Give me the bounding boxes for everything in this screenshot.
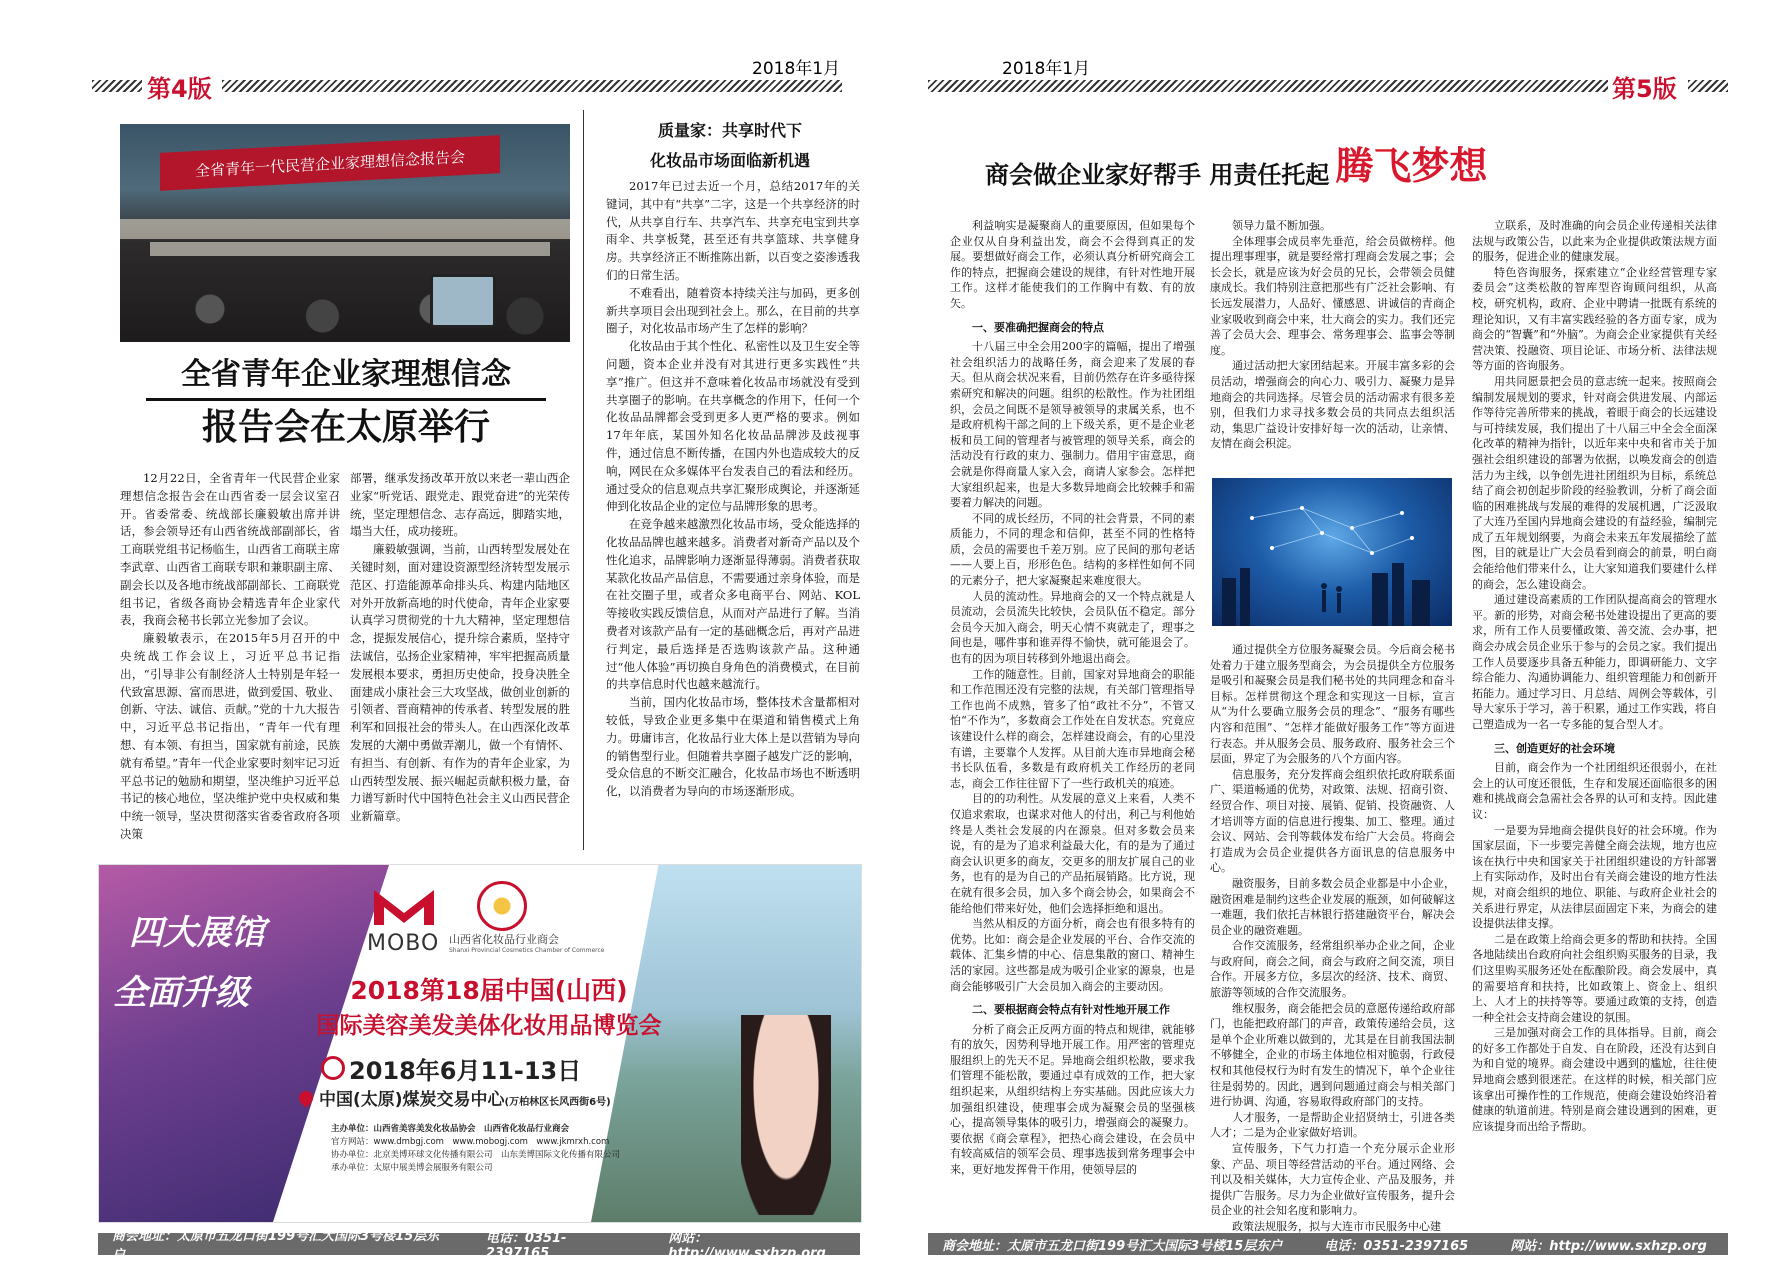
expo-dates: 2018年6月11-13日 (349, 1057, 582, 1085)
section-heading: 三、创造更好的社会环境 (1494, 741, 1615, 755)
paragraph: 通过提供全方位服务凝聚会员。今后商会秘书处着力于建立服务型商会，为会员提供全方位服务是吸引和凝聚会员是我们秘书处的共同理念和奋斗目标。怎样贯彻这个理念和实现这一目标，宣言从“为什么要确立服务会员的理念”、“服务有哪些内容和范围”、“怎样才能做好服务工作”等方面进行表态。并从服务会员、服务政府、服务社会三个层面，界定了为会服务的八个方面内容。 (1210, 643, 1455, 766)
paragraph: 化妆品由于其个性化、私密性以及卫生安全等问题，资本企业并没有对其进行更多实践性“共享”推广。但这并不意味着化妆品市场就没有受到共享圈子的影响。在共享概念的作用下，任何一个化妆品品牌都会受到更多人更严格的要求。例如17年年底，某国外知名化妆品品牌涉及歧视事件，通过信息不断传播，在国内外也造成较大的反响，网民在众多媒体平台发表自己的看法和经历。通过受众的信息观点共享汇聚形成舆论，并逐渐延伸到化妆品企业的定位与品牌形象的思考。 (606, 339, 860, 514)
article1-column2 (350, 470, 570, 842)
footer-bar-left (98, 1229, 860, 1263)
expo-advertisement (98, 864, 862, 1223)
mobo-logo-icon (369, 885, 439, 929)
issue-date-right: 2018年1月 (1002, 59, 1091, 79)
undertaker: 承办单位：太原中展美博会展服务有限公司 (331, 1163, 493, 1173)
paragraph: 通过建设高素质的工作团队提高商会的管理水平。新的形势，对商会秘书处建设提出了更高的要求，所有工作人员要懂政策、善交流、会办事，把商会办成会员企业乐于参与的会员之家。我们提出工作人员要逐步具备五种能力，即调研能力、文字综合能力、沟通协调能力、组织管理能力和创新开拓能力。通过学习日、月总结、周例会等载体，引导大家乐于学习，善于积累，通过工作实践，将自己塑造成为一名一专多能的复合型人才。 (1472, 593, 1717, 731)
official-sites: 官方网站：www.dmbgj.com www.mobogj.com www.jkmrxh.com (331, 1137, 610, 1147)
chamber-name: 山西省化妆品行业商会 (449, 933, 559, 946)
paragraph: 立联系，及时准确的向会员企业传递相关法律法规与政策公告，以此来为企业提供政策法规方面的服务，促进企业的健康发展。 (1472, 219, 1717, 264)
page-header-hatch (928, 80, 1608, 92)
paragraph: 三是加强对商会工作的具体指导。目前，商会的好多工作都处于自发、自在阶段，还没有达到自为和自觉的境界。商会建设中遇到的尴尬，往往使异地商会感到很迷茫。在这样的时候，相关部门应该拿出可操作性的工作规范，使商会建设始终沿着健康的轨道前进。特别是商会建设遇到的困难，更应该提身而出给予帮助。 (1472, 1026, 1717, 1133)
page-header-hatch (92, 80, 142, 92)
article2-body (606, 178, 860, 843)
paragraph: 部署，继承发扬改革开放以来老一辈山西企业家“听党话、跟党走、跟党奋进”的光荣传统，坚定理想信念、志存高远，脚踏实地，塌当大任，成功接班。 (350, 471, 570, 539)
right-column2-bottom (1210, 642, 1455, 1233)
ad-slogan-2: 全面升级 (113, 973, 249, 1013)
footer-address: 商会地址：太原市五龙口街199号汇大国际3号楼15层东户 (112, 1229, 440, 1263)
clock-icon (321, 1056, 345, 1080)
venue-address: (万柏林区长风西街6号) (504, 1097, 611, 1108)
page-number-left: 第4版 (147, 74, 212, 103)
page-header-hatch (222, 80, 842, 92)
paragraph: 政策法规服务，拟与大连市市民服务中心建 (1232, 1219, 1441, 1233)
issue-date-left: 2018年1月 (752, 59, 841, 79)
headline-line1: 全省青年企业家理想信念 (146, 352, 546, 401)
model-portrait (741, 1015, 831, 1215)
paragraph: 目的的功利性。从发展的意义上来看，人类不仅追求索取，也谋求对他人的付出，利己与利他始终是人类社会发展的内在源泉。但对多数会员来说，有的是为了追求利益最大化，有的是为了通过商会认识更多的商友，交更多的朋友扩展自己的业务，也有的是为自己的产品拓展销路。比方说，现在就有很多会员，加入多个商会协会，如果商会不能给他们带来好处，他们会选择拒绝和退出。 (950, 792, 1195, 915)
footer-bar-right (928, 1233, 1728, 1255)
column-content (1210, 218, 1455, 452)
right-column1 (950, 218, 1195, 1220)
paragraph: 通过活动把大家团结起来。开展丰富多彩的会员活动，增强商会的向心力、吸引力、凝聚力是异地商会的共同选择。尽管会员的活动需求有很多差别，但我们力求寻找多数会员的共同点去组织活动，集思广益设计安排好每一次的活动，让亲情、友情在商会积淀。 (1210, 359, 1455, 451)
paragraph: 融资服务，目前多数会员企业都是中小企业，融资困难是制约这些企业发展的瓶颈，如何破解这一难题，我们依托吉林银行搭建融资平台，解决会员企业的融资难题。 (1210, 876, 1455, 937)
paragraph: 全体理事会成员率先垂范，给会员做榜样。他提出理事理事，就是要经常打理商会发展之事；会长会长，就是应该为好会员的兄长，会带领会员健康成长。我们特别注意把那些有广泛社会影响、有长远发展潜力，人品好、懂感恩、讲诚信的青商企业家吸收到商会中来，壮大商会的实力。我们还完善了会员大会、理事会、常务理事会、监事会等制度。 (1210, 234, 1455, 357)
footer-website[interactable]: 网站：http://www.sxhzp.org (1510, 1238, 1707, 1254)
paragraph: 利益响实是凝聚商人的重要原因，但如果每个企业仅从自身利益出发，商会不会得到真正的发展。要想做好商会工作，必须认真分析研究商会工作的特点，把握商会建设的规律，有针对性地开展工作。这样才能使我们的工作胸中有数、有的放矢。 (950, 219, 1195, 310)
footer-phone: 电话：0351-2397165 (485, 1231, 567, 1261)
chamber-name-en: Shanxi Provincial Cosmetics Chamber of Commerce (449, 947, 605, 954)
right-column2-top (1210, 218, 1455, 450)
article1-column1 (120, 470, 340, 842)
chamber-emblem-icon (477, 881, 527, 931)
brand-name: MOBO (367, 931, 440, 956)
headline-black: 商会做企业家好帮手 用责任托起 (985, 160, 1330, 189)
paragraph: 人员的流动性。异地商会的又一个特点就是人员流动，会员流失比较快，会员队伍不稳定。部分会员今天加入商会，明天心情不爽就走了，理事之间也是，哪件事和谁弄得不愉快，就可能退会了。也有的因为项目转移到外地退出商会。 (950, 589, 1195, 666)
paragraph: 信息服务，充分发挥商会组织依托政府联系面广、渠道畅通的优势，对政策、法规、招商引资、经贸合作、项目对接、展销、促销、投资融资、人才培训等方面的信息进行搜集、加工、整理。通过会议、网站、会刊等载体发布给广大会员。将商会打造成为会员企业提供各方面讯息的信息服务中心。 (1210, 767, 1455, 875)
article2-title-line2: 化妆品市场面临新机遇 (649, 151, 810, 170)
paragraph: 目前，商会作为一个社团组织还很弱小，在社会上的认可度还很低，生存和发展还面临很多的困难和挑战商会急需社会各界的认可和支持。因此建议： (1472, 761, 1717, 821)
paragraph: 分析了商会正反两方面的特点和规律，就能够有的放矢，因势利导地开展工作。用严密的管理克服组织上的先天不足。异地商会组织松散，要求我们管理不能松散，要通过卓有成效的工作，把大家组织起来，从组织结构上夯实基础。因此应该大力加强组织建设，使理事会成为凝聚会员的坚强核心，提高领导集体的吸引力，增强商会的凝聚力。要依据《商会章程》，把热心商会建设，在会员中有较高威信的领军会员、理事选拔到常务理事会中来，更好地发挥骨干作用，使领导层的 (950, 1022, 1195, 1177)
paragraph: 宣传服务，下气力打造一个充分展示企业形象、产品、项目等经营活动的平台。通过网络、会刊以及相关媒体，大力宣传企业、产品及服务，并提供广告服务。尽力为企业做好宣传服务，提升会员企业的社会知名度和影响力。 (1210, 1142, 1455, 1218)
column-content (950, 218, 1195, 1178)
expo-title-1: 2018第18届中国(山西) (350, 976, 628, 1005)
meeting-photo (120, 124, 570, 342)
paragraph: 在竞争越来越激烈化妆品市场，受众能选择的化妆品品牌也越来越多。消费者对新奇产品以及个性化追求，品牌影响力逐渐显得薄弱。消费者获取某款化妆品产品信息，不需要通过亲身体验，而是在社交圈子里，或者众多电商平台、网站、KOL等接收实践反馈信息，从而对产品进行了解。当消费者对该款产品有一定的基础概念后，再对产品进行判定，最后选择是否选购该款产品。这种通过“他人体验”再切换自身角色的消费模式，在目前的共享信息时代也越来越流行。 (606, 517, 860, 692)
paragraph: 维权服务，商会能把会员的意愿传递给政府部门，也能把政府部门的声音，政策传递给会员，这是单个企业所难以做到的，尤其是在目前我国法制不够健全，企业的市场主体地位相对脆弱，行政侵权和其他侵权行为时有发生的情况下，单个企业往往是弱势的。因此，遇到问题通过商会与相关部门进行协调、沟通，容易取得政府部门的支持。 (1210, 1001, 1455, 1109)
headline-line2: 报告会在太原举行 (201, 407, 490, 448)
paragraph: 一是要为异地商会提供良好的社会环境。作为国家层面，下一步要完善健全商会法规，地方也应该在执行中央和国家关于社团组织建设的方针部署上有实际动作，及时出台有关商会建设的地方性法规，对商会组织的地位、职能、与政府企业社会的关系进行界定，从法律层面固定下来，为商会的建设提供法律支撑。 (1472, 823, 1717, 931)
photo-banner: 全省青年一代民营企业家理想信念报告会 (160, 135, 500, 191)
column-content (1210, 642, 1455, 1235)
article2-title-line1: 质量家：共享时代下 (657, 121, 802, 140)
paragraph: 合作交流服务，经常组织举办企业之间，企业与政府间，商会之间，商会与政府之间交流，项目合作。开展多方位，多层次的经济、技术、商贸、旅游等领域的合作交流服务。 (1210, 939, 1455, 1000)
footer-website[interactable]: 网站：http://www.sxhzp.org (668, 1231, 826, 1261)
right-headline (985, 140, 1705, 190)
column-content (1472, 218, 1717, 1134)
co-organizers: 协办单位：北京美博环球文化传播有限公司 山东美博国际文化传播有限公司 (331, 1150, 621, 1160)
expo-title-2: 国际美容美发美体化妆用品博览会 (316, 1013, 662, 1039)
paragraph: 当前，国内化妆品市场，整体技术含量都相对较低，导致企业更多集中在渠道和销售模式上角力。毋庸讳言，化妆品行业大体上是以营销为导向的销售型行业。但随着共享圈子越发广泛的影响，受众信息的不断交汇融合，化妆品市场也不断透明化，以消费者为导向的市场逐渐形成。 (606, 695, 860, 799)
column-divider (583, 110, 584, 850)
ad-credits (331, 1123, 651, 1175)
paragraph: 廉毅敏表示，在2015年5月召开的中央统战工作会议上，习近平总书记指出，“引导非公有制经济人士特别是年轻一代致富思源、富而思进，做到爱国、敬业、创新、守法、诚信、贡献。”党的十九大报告中，习近平总书记指出，“青年一代有理想、有本领、有担当，国家就有前途，民族就有希望。”青年一代企业家要时刻牢记习近平总书记的勉励和期望，坚决维护习近平总书记的核心地位，坚决维护党中央权威和集中统一领导，坚决贯彻落实省委省政府各项决策 (120, 631, 340, 841)
paragraph: 十八届三中全会用200字的篇幅，提出了增强社会组织活力的战略任务，商会迎来了发展的春天。但从商会状况来看，目前仍然存在许多亟待探索研究和解决的问题。组织的松散性。作为社团组织，会员之间既不是领导被领导的隶属关系，也不是政府机构干部之间的上下级关系，更不是企业老板和员工间的管理者与被管理的领导关系，商会的活动没有行政的束力、强制力。借用宇宙意思，商会就是你得商量人家入会，商请人家参会。怎样把大家组织起来，也是大多数异地商会比较棘手和需要着力解决的问题。 (950, 340, 1195, 510)
right-column3 (1472, 218, 1717, 1220)
section-heading: 二、要根据商会特点有针对性地开展工作 (972, 1003, 1170, 1017)
footer-phone: 电话：0351-2397165 (1324, 1238, 1469, 1254)
paragraph: 12月22日，全省青年一代民营企业家理想信念报告会在山西省委一层会议室召开。省委常委、统战部长廉毅敏出席并讲话，参会领导还有山西省统战部副部长，省工商联党组书记杨临生，山西省工商联主席李武章、山西省工商联专职和兼职副主席、副会长以及各地市统战部副部长、工商联党组书记，省级各商协会精选青年企业家代表，我商会秘书长郭立光参加了会议。 (120, 471, 340, 628)
headline-red: 腾飞梦想 (1335, 144, 1488, 188)
paragraph: 2017年已过去近一个月，总结2017年的关键词，其中有“共享”二字，这是一个共享经济的时代，从共享自行车、共享汽车、共享充电宝到共享雨伞、共享板凳，甚至还有共享篮球、共享健身房。共享经济正不断推陈出新，以百变之姿渗透我们的日常生活。 (606, 179, 860, 282)
paragraph: 不同的成长经历，不同的社会背景，不同的素质能力，不同的理念和信仰，甚至不同的性格特质，会员的需要也千差万别。应了民间的那句老话——人要上百，形形色色。结构的多样性如何不同的元素分子，把大家凝聚起来难度很大。 (950, 511, 1195, 588)
paragraph: 不难看出，随着资本持续关注与加码，更多创新共享项目会出现到社会上。那么，在目前的共享圈子，对化妆品市场产生了怎样的影响？ (606, 285, 860, 336)
organizers: 主办单位：山西省美容美发化妆品协会 山西省化妆品行业商会 (331, 1124, 570, 1134)
paragraph: 人才服务，一是帮助企业招贤纳士，引进各类人才；二是为企业家做好培训。 (1210, 1110, 1455, 1140)
paragraph: 当然从相反的方面分析，商会也有很多特有的优势。比如：商会是企业发展的平台、合作交流的载体、汇集乡情的中心、信息集散的窗口、精神生活的家园。这些都是成为吸引企业家的源泉，也是商会能够吸引广大会员加入商会的主要动因。 (950, 917, 1195, 993)
ad-slogan-1: 四大展馆 (129, 913, 265, 953)
expo-venue (319, 1085, 611, 1110)
page-number-right: 第5版 (1612, 74, 1677, 103)
page-header-hatch (1688, 80, 1728, 92)
venue-name: 中国(太原)煤炭交易中心 (319, 1090, 505, 1110)
paragraph: 工作的随意性。目前，国家对异地商会的职能和工作范围还没有完整的法规，有关部门管理指导工作也尚不成熟，管多了怕“政社不分”，不管又怕“不作为”，多数商会工作处在自发状态。究竟应该建设什么样的商会，怎样建设商会，有的心里没有谱，主要靠个人发挥。从目前大连市异地商会秘书长队伍看，多数是有政府机关工作经历的老同志，商会工作往往留下了一些行政机关的痕迹。 (950, 667, 1195, 790)
paragraph: 二是在政策上给商会更多的帮助和扶持。全国各地陆续出台政府向社会组织购买服务的目录，我们这里购买服务还处在酝酿阶段。商会发展中，真的需要培育和扶持，比如政策上、资金上、组织上、人才上的扶持等等。要通过政策的支持，创造一种全社会支持商会建设的氛围。 (1472, 932, 1717, 1024)
paragraph: 领导力量不断加强。 (1232, 219, 1331, 232)
paragraph: 特色咨询服务，探索建立“企业经营管理专家委员会”这类松散的智库型咨询顾问组织，从高校，研究机构，政府、企业中聘请一批既有系统的理论知识，又有丰富实践经验的各方面专家，成为商会的“智囊”和“外脑”。为商会企业家提供有关经营决策、投融资、项目论证、市场分析、法律法规等方面的咨询服务。 (1472, 265, 1717, 373)
footer-address: 商会地址：太原市五龙口街199号汇大国际3号楼15层东户 (942, 1238, 1283, 1254)
paragraph: 廉毅敏强调，当前，山西转型发展处在关键时刻，面对建设资源型经济转型发展示范区、打造能源革命排头兵、构建内陆地区对外开放新高地的时代使命，青年企业家要认真学习贯彻党的十九大精神，坚定理想信念，提振发展信心，提升综合素质，坚持守法诚信，弘扬企业家精神，牢牢把握高质量发展根本要求，勇担历史使命，投身决胜全面建成小康社会三大攻坚战，做创业创新的引领者、晋商精神的传承者、转型发展的胜利军和回报社会的带头人。在山西深化改革发展的大潮中勇做弄潮儿，做一个有情怀、有担当、有创新、有作为的青年企业家，为山西转型发展、振兴崛起贡献积极力量，奋力谱写新时代中国特色社会主义山西民营企业新篇章。 (350, 542, 570, 824)
network-illustration (1212, 478, 1452, 626)
section-heading: 一、要准确把握商会的特点 (972, 320, 1104, 334)
paragraph: 用共同愿景把会员的意志统一起来。按照商会编制发展规划的要求，针对商会供进发展、内部运作等待完善所带来的挑战，着眼于商会的长远建设与可持续发展，我们提出了十八届三中全会全面深化改革的精神为指针，以近年来中央和省市关于加强社会组织建设的部署为依据，以唤发商会的创造活力为主线，以争创先进社团组织为目标，系统总结了商会初创起步阶段的经验教训，分析了商会面临的困难挑战与发展的难得的发展机遇，广泛汲取了大连乃至国内异地商会建设的有益经验，编制完成了五年规划纲要，为商会未来五年发展描绘了蓝图，目的就是让广大会员看到商会的前景，明白商会能给他们带来什么，让大家知道我们要建什么样的商会，怎么建设商会。 (1472, 374, 1717, 591)
